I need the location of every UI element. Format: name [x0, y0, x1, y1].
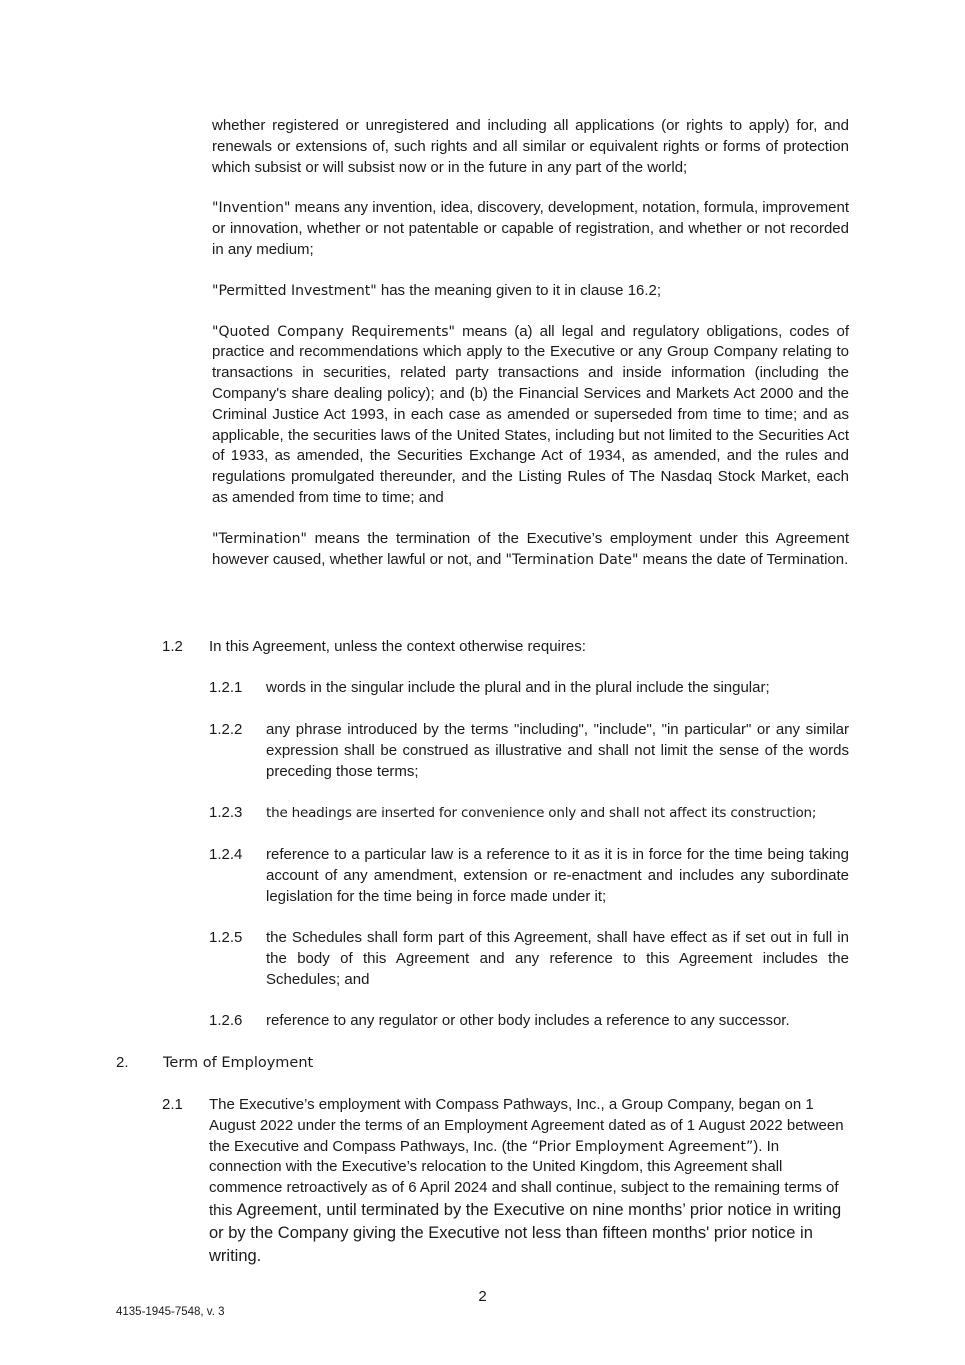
page-number: 2 [478, 1288, 487, 1305]
subclause-text: the headings are inserted for convenience only and shall not affect its construction; [266, 805, 817, 821]
subclause-text: words in the singular include the plural and in the plural include the singular; [266, 679, 770, 696]
defined-term: “Prior Employment Agreement” [531, 1138, 754, 1155]
defined-term: "Termination Date" [505, 551, 639, 568]
clause-text: In this Agreement, unless the context otherwise requires: [209, 638, 586, 655]
subclause-number: 1.2.4 [209, 846, 243, 863]
subclause-number: 1.2.3 [209, 804, 243, 821]
definition-continuation: whether registered or unregistered and including all applications (or rights to apply) for, and renewals or extensions of, such rights and all similar or equivalent rights or forms of protection which subsist or will subsist now or in the future in any part of the world; [212, 117, 849, 176]
clause-text: The Executive’s employment with Compass Pathways, Inc., a Group Company, began on 1 August 2022 under the terms of an Employment Agreement dated as of 1 August 2022 between the Executive and Compass Pathways, Inc. (the “Prior Employment Agreement”). In connection with the Executive’s relocation to the United Kingdom, this Agreement shall commence retroactively as of 6 April 2024 and shall continue, subject to the remaining terms of this Agreement, until terminated by the Executive on nine months’ prior notice in writing or by the Company giving the Executive not less than fifteen months' prior notice in writing. [209, 1096, 844, 1265]
subclause-number: 1.2.2 [209, 721, 243, 738]
subclause-text: reference to a particular law is a reference to it as it is in force for the time being taking account of any amendment, extension or re-enactment and includes any subordinate legislation for the time being in force made under it; [266, 846, 849, 905]
clause-number: 2.1 [162, 1096, 183, 1113]
defined-term: "Invention" [212, 200, 291, 217]
subclause-number: 1.2.5 [209, 929, 243, 946]
document-id: 4135-1945-7548, v. 3 [116, 1306, 225, 1318]
defined-term: "Quoted Company Requirements" [212, 323, 455, 340]
clause-number: 1.2 [162, 638, 183, 655]
definition-termination: "Termination" means the termination of the Executive’s employment under this Agreement however caused, whether lawful or not, and "Termination Date" means the date of Termination. [212, 529, 849, 568]
definitions-block [212, 116, 849, 590]
section-title: Term of Employment [163, 1055, 314, 1071]
definition-permitted-investment: "Permitted Investment" has the meaning given to it in clause 16.2; [212, 281, 662, 299]
defined-term: "Permitted Investment" [212, 282, 377, 299]
definition-invention: "Invention" means any invention, idea, discovery, development, notation, formula, improvement or innovation, whether or not patentable or capable of registration, and whether or not recorded in any medium; [212, 199, 849, 258]
section-number: 2. [116, 1054, 129, 1071]
definition-quoted-company-requirements: "Quoted Company Requirements" means (a) all legal and regulatory obligations, codes of practice and recommendations which apply to the Executive or any Group Company relating to transactions in securities, related party transactions and inside information (including the Company's share dealing policy); and (b) the Financial Services and Markets Act 2000 and the Criminal Justice Act 1993, in each case as amended or superseded from time to time; and as applicable, the securities laws of the United States, including but not limited to the Securities Act of 1933, as amended, the Securities Exchange Act of 1934, as amended, and the rules and regulations promulgated thereunder, and the Listing Rules of The Nasdaq Stock Market, each as amended from time to time; and [212, 322, 849, 506]
subclause-text: any phrase introduced by the terms "including", "include", "in particular" or any similar expression shall be construed as illustrative and shall not limit the sense of the words preceding those terms; [266, 721, 849, 780]
subclause-text: the Schedules shall form part of this Agreement, shall have effect as if set out in full in the body of this Agreement and any reference to this Agreement includes the Schedules; and [266, 929, 849, 988]
defined-term: "Termination" [212, 530, 307, 547]
subclause-number: 1.2.1 [209, 679, 243, 696]
subclause-number: 1.2.6 [209, 1012, 243, 1029]
subclause-text: reference to any regulator or other body includes a reference to any successor. [266, 1012, 790, 1029]
